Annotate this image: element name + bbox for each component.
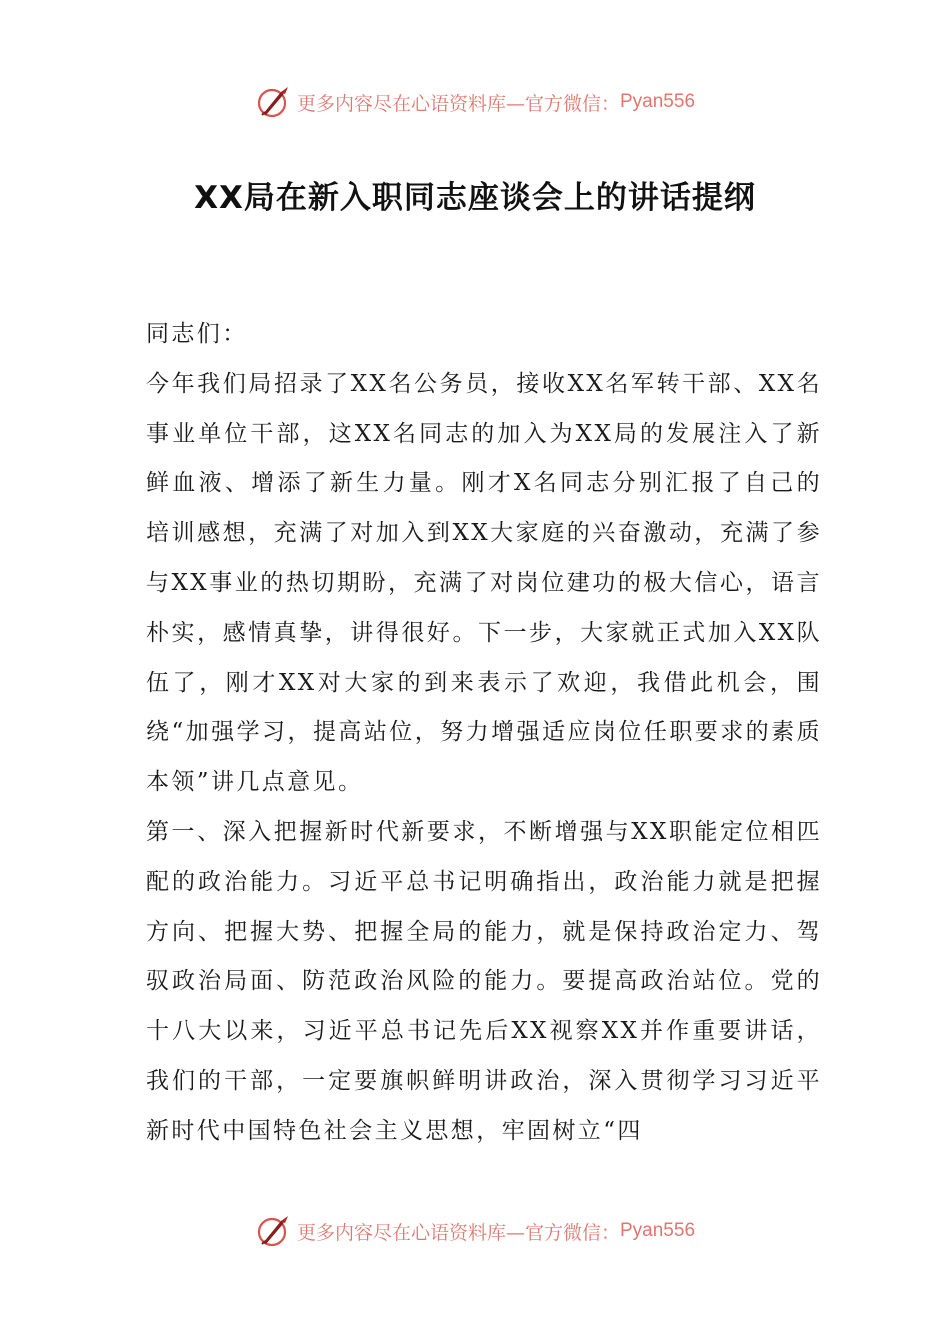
body-paragraph-intro: 今年我们局招录了XX名公务员，接收XX名军转干部、XX名事业单位干部，这XX名同志的加入为XX局的发展注入了新鲜血液、增添了新生力量。刚才X名同志分别汇报了自己的培训感想，充满了对加入到XX大家庭的兴奋激动，充满了参与XX事业的热切期盼，充满了对岗位建功的极大信心，语言朴实，感情真挚，讲得很好。下一步，大家就正式加入XX队伍了，刚才XX对大家的到来表示了欢迎，我借此机会，围绕“加强学习，提高站位，努力增强适应岗位任职要求的素质本领”讲几点意见。	[146, 370, 822, 796]
body-paragraph-first-point: 第一、深入把握新时代新要求，不断增强与XX职能定位相匹配的政治能力。习近平总书记明确指出，政治能力就是把握方向、把握大势、把握全局的能力，就是保持政治定力、驾驭政治局面、防范政治风险的能力。要提高政治站位。党的十八大以来，习近平总书记先后XX视察XX并作重要讲话，我们的干部，一定要旗帜鲜明讲政治，深入贯彻学习习近平新时代中国特色社会主义思想，牢固树立“四	[146, 818, 822, 1144]
watermark-text: 更多内容尽在心语资料库—官方微信：	[296, 92, 620, 115]
watermark-wechat-id: Pyan556	[620, 91, 696, 112]
watermark-header	[0, 82, 950, 122]
quill-pen-logo-icon	[255, 1213, 291, 1249]
document-title: XX局在新入职同志座谈会上的讲话提纲	[194, 180, 756, 216]
salutation-paragraph: 同志们：	[146, 321, 248, 347]
watermark-text: 更多内容尽在心语资料库—官方微信：	[296, 1221, 620, 1244]
document-body	[146, 310, 822, 1157]
watermark-footer	[0, 1211, 950, 1251]
quill-pen-logo-icon	[255, 84, 291, 120]
watermark-wechat-id: Pyan556	[620, 1220, 696, 1241]
